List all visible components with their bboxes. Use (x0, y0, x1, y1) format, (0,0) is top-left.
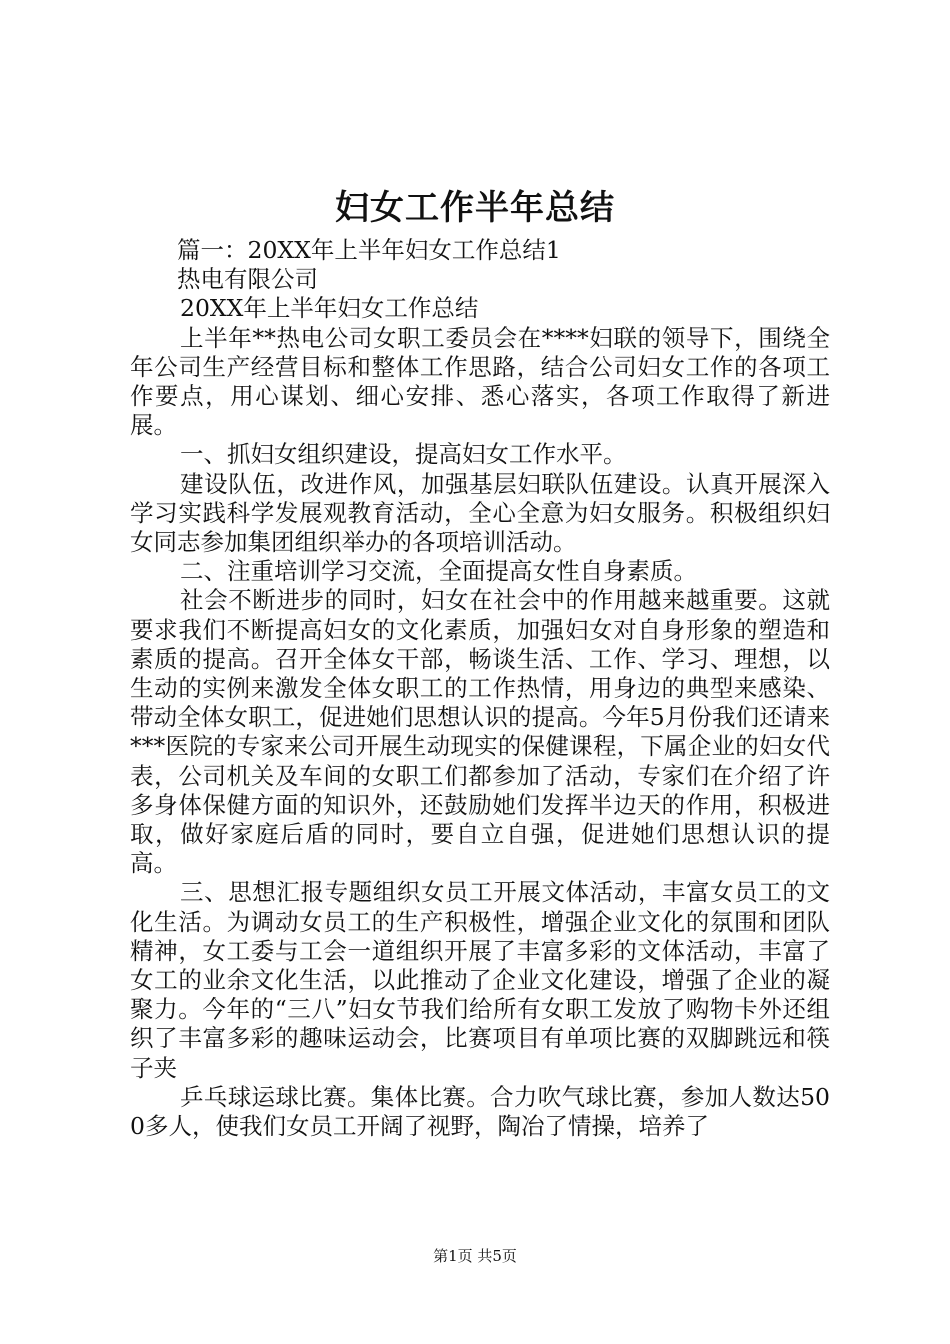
paragraph-activities: 三、思想汇报专题组织女员工开展文体活动，丰富女员工的文化生活。为调动女员工的生产积极性，增强企业文化的氛围和团队精神，女工委与工会一道组织开展了丰富多彩的文体活动，丰富了女工的业余文化生活，以此推动了企业文化建设，增强了企业的凝聚力。今年的“三八”妇女节我们给所有女职工发放了购物卡外还组织了丰富多彩的趣味运动会，比赛项目有单项比赛的双脚跳远和筷子夹 (130, 878, 830, 1082)
paragraph-competitions: 乒乓球运球比赛。集体比赛。合力吹气球比赛，参加人数达500多人，使我们女员工开阔了视野，陶冶了情操，培养了 (130, 1082, 830, 1141)
intro-paragraph: 上半年**热电公司女职工委员会在****妇联的领导下，围绕全年公司生产经营目标和整体工作思路，结合公司妇女工作的各项工作要点，用心谋划、细心安排、悉心落实，各项工作取得了新进展。 (130, 323, 830, 440)
subtitle-line: 20XX年上半年妇女工作总结 (180, 294, 479, 323)
document-title: 妇女工作半年总结 (335, 188, 615, 228)
heading-one: 一、抓妇女组织建设，提高妇女工作水平。 (180, 440, 627, 469)
heading-two: 二、注重培训学习交流，全面提高女性自身素质。 (180, 557, 697, 586)
paragraph-team-building: 建设队伍，改进作风，加强基层妇联队伍建设。认真开展深入学习实践科学发展观教育活动，全心全意为妇女服务。积极组织妇女同志参加集团组织举办的各项培训活动。 (130, 469, 830, 557)
document-body (130, 236, 830, 1141)
section-heading-part-one: 篇一：20XX年上半年妇女工作总结1 (177, 236, 561, 264)
paragraph-training: 社会不断进步的同时，妇女在社会中的作用越来越重要。这就要求我们不断提高妇女的文化素质，加强妇女对自身形象的塑造和素质的提高。召开全体女干部，畅谈生活、工作、学习、理想，以生动的实例来激发全体女职工的工作热情，用身边的典型来感染、带动全体女职工，促进她们思想认识的提高。今年5月份我们还请来***医院的专家来公司开展生动现实的保健课程，下属企业的妇女代表，公司机关及车间的女职工们都参加了活动，专家们在介绍了许多身体保健方面的知识外，还鼓励她们发挥半边天的作用，积极进取，做好家庭后盾的同时，要自立自强，促进她们思想认识的提高。 (130, 586, 830, 878)
company-name-line: 热电有限公司 (177, 265, 318, 294)
page-number-footer: 第1页 共5页 (433, 1247, 517, 1265)
